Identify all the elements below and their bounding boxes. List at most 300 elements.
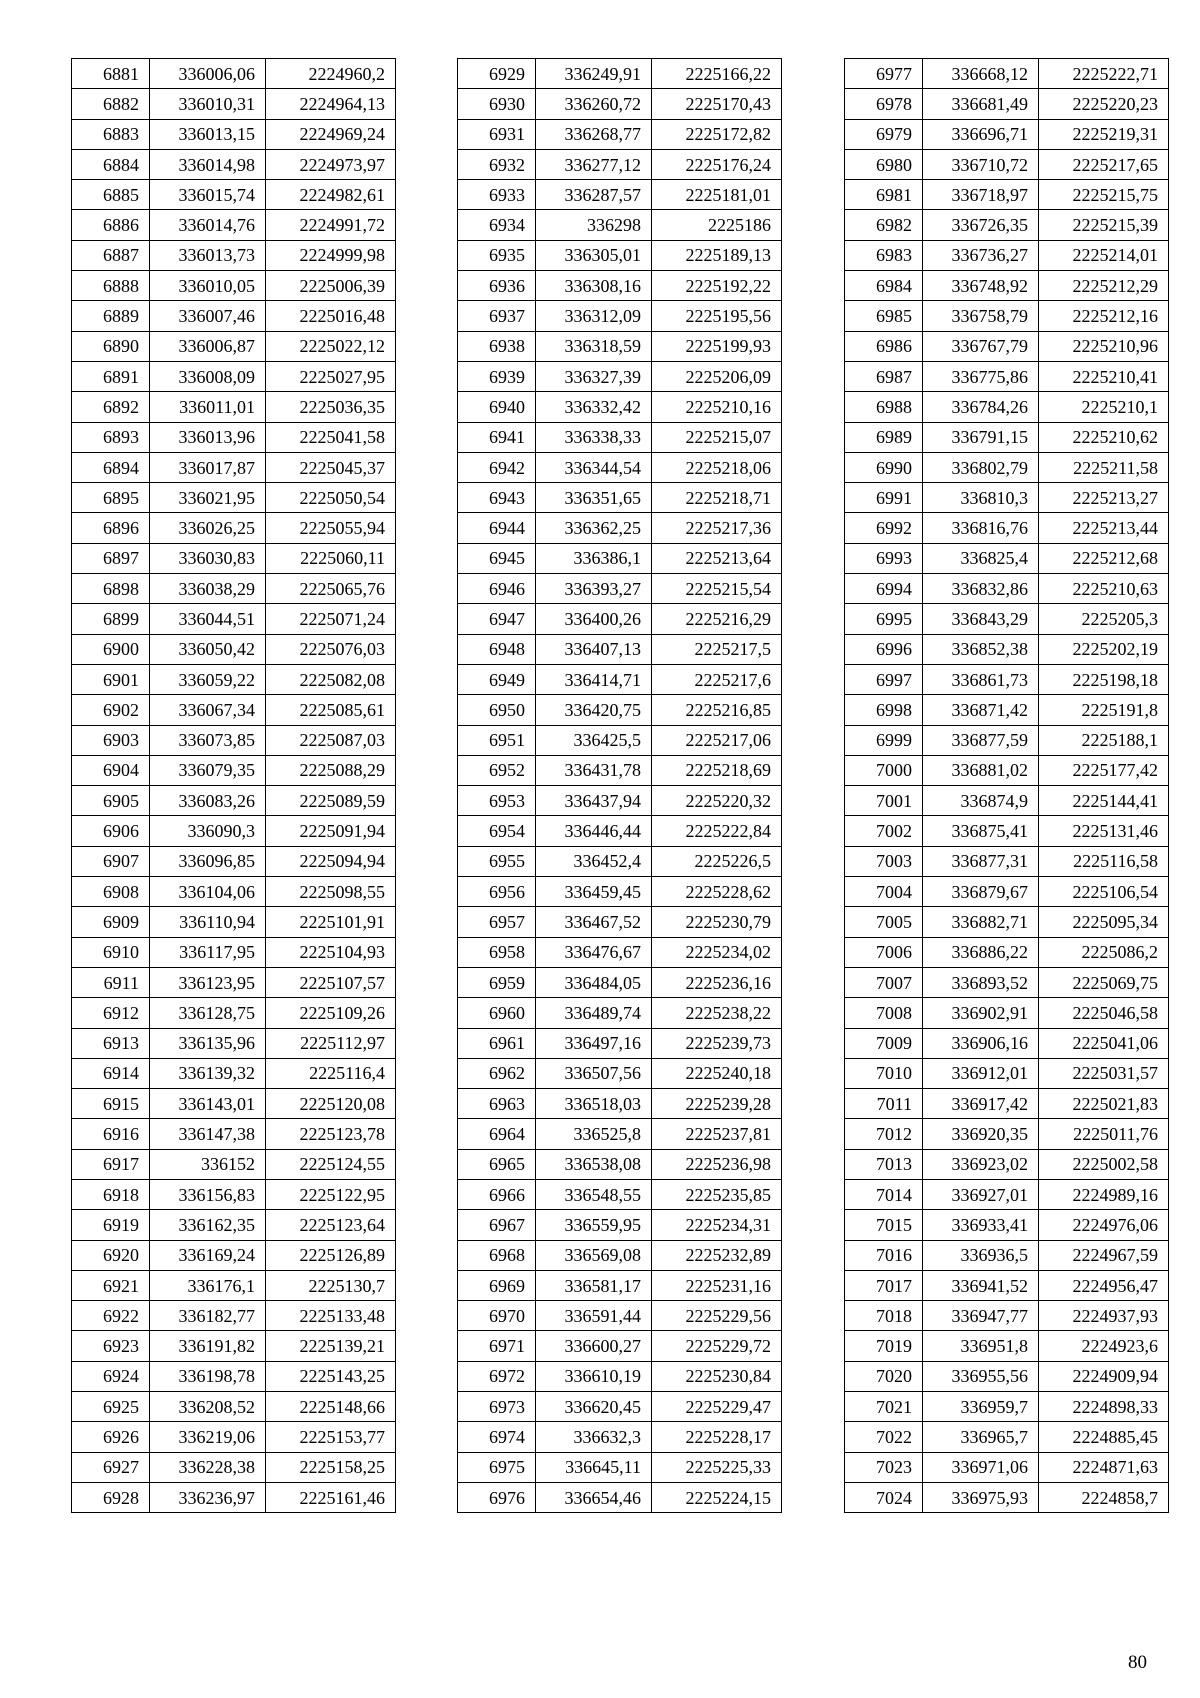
table-row — [458, 1482, 782, 1512]
x-coordinate-cell: 336620,45 — [536, 1392, 652, 1422]
x-coordinate-cell: 336013,15 — [150, 119, 266, 149]
x-coordinate-cell: 336902,91 — [923, 998, 1039, 1028]
point-number-cell: 6979 — [845, 119, 923, 149]
coordinate-table-1 — [71, 58, 396, 1513]
x-coordinate-cell: 336507,56 — [536, 1058, 652, 1088]
table-row — [72, 149, 396, 179]
point-number-cell: 6984 — [845, 271, 923, 301]
table-row — [845, 907, 1169, 937]
table-row — [458, 1452, 782, 1482]
y-coordinate-cell: 2225218,71 — [652, 483, 782, 513]
x-coordinate-cell: 336877,59 — [923, 725, 1039, 755]
x-coordinate-cell: 336038,29 — [150, 574, 266, 604]
table-row — [72, 846, 396, 876]
point-number-cell: 6992 — [845, 513, 923, 543]
x-coordinate-cell: 336645,11 — [536, 1452, 652, 1482]
x-coordinate-cell: 336600,27 — [536, 1331, 652, 1361]
point-number-cell: 6924 — [72, 1361, 150, 1391]
point-number-cell: 6961 — [458, 1028, 536, 1058]
table-row — [72, 634, 396, 664]
point-number-cell: 6936 — [458, 271, 536, 301]
x-coordinate-cell: 336947,77 — [923, 1301, 1039, 1331]
table-row — [845, 1452, 1169, 1482]
x-coordinate-cell: 336425,5 — [536, 725, 652, 755]
x-coordinate-cell: 336681,49 — [923, 89, 1039, 119]
point-number-cell: 7002 — [845, 816, 923, 846]
point-number-cell: 6952 — [458, 755, 536, 785]
y-coordinate-cell: 2225148,66 — [266, 1392, 396, 1422]
point-number-cell: 6989 — [845, 422, 923, 452]
table-row — [845, 89, 1169, 119]
y-coordinate-cell: 2225217,6 — [652, 664, 782, 694]
y-coordinate-cell: 2224973,97 — [266, 149, 396, 179]
table-row — [458, 1058, 782, 1088]
x-coordinate-cell: 336067,34 — [150, 695, 266, 725]
y-coordinate-cell: 2225191,8 — [1039, 695, 1169, 725]
point-number-cell: 6930 — [458, 89, 536, 119]
y-coordinate-cell: 2225041,06 — [1039, 1028, 1169, 1058]
x-coordinate-cell: 336748,92 — [923, 271, 1039, 301]
x-coordinate-cell: 336610,19 — [536, 1361, 652, 1391]
y-coordinate-cell: 2225215,39 — [1039, 210, 1169, 240]
y-coordinate-cell: 2225144,41 — [1039, 786, 1169, 816]
x-coordinate-cell: 336893,52 — [923, 967, 1039, 997]
point-number-cell: 6896 — [72, 513, 150, 543]
x-coordinate-cell: 336090,3 — [150, 816, 266, 846]
table-row — [845, 1089, 1169, 1119]
table-row — [458, 1149, 782, 1179]
y-coordinate-cell: 2225116,4 — [266, 1058, 396, 1088]
x-coordinate-cell: 336920,35 — [923, 1119, 1039, 1149]
x-coordinate-cell: 336446,44 — [536, 816, 652, 846]
x-coordinate-cell: 336298 — [536, 210, 652, 240]
y-coordinate-cell: 2225225,33 — [652, 1452, 782, 1482]
y-coordinate-cell: 2225109,26 — [266, 998, 396, 1028]
point-number-cell: 6897 — [72, 543, 150, 573]
table-row — [458, 543, 782, 573]
y-coordinate-cell: 2224976,06 — [1039, 1210, 1169, 1240]
point-number-cell: 6928 — [72, 1482, 150, 1512]
x-coordinate-cell: 336654,46 — [536, 1482, 652, 1512]
y-coordinate-cell: 2225126,89 — [266, 1240, 396, 1270]
table-row — [72, 937, 396, 967]
y-coordinate-cell: 2225158,25 — [266, 1452, 396, 1482]
page-number: 80 — [1128, 1652, 1147, 1673]
table-row — [458, 1210, 782, 1240]
table-row — [845, 149, 1169, 179]
point-number-cell: 6938 — [458, 331, 536, 361]
y-coordinate-cell: 2225176,24 — [652, 149, 782, 179]
y-coordinate-cell: 2225192,22 — [652, 271, 782, 301]
table-row — [458, 1089, 782, 1119]
x-coordinate-cell: 336407,13 — [536, 634, 652, 664]
y-coordinate-cell: 2225122,95 — [266, 1179, 396, 1209]
x-coordinate-cell: 336832,86 — [923, 574, 1039, 604]
y-coordinate-cell: 2225213,27 — [1039, 483, 1169, 513]
table-row — [458, 604, 782, 634]
point-number-cell: 6909 — [72, 907, 150, 937]
x-coordinate-cell: 336147,38 — [150, 1119, 266, 1149]
x-coordinate-cell: 336906,16 — [923, 1028, 1039, 1058]
table-row — [458, 331, 782, 361]
point-number-cell: 6939 — [458, 361, 536, 391]
x-coordinate-cell: 336431,78 — [536, 755, 652, 785]
x-coordinate-cell: 336393,27 — [536, 574, 652, 604]
y-coordinate-cell: 2225218,69 — [652, 755, 782, 785]
x-coordinate-cell: 336489,74 — [536, 998, 652, 1028]
y-coordinate-cell: 2225123,78 — [266, 1119, 396, 1149]
y-coordinate-cell: 2225120,08 — [266, 1089, 396, 1119]
y-coordinate-cell: 2225098,55 — [266, 877, 396, 907]
y-coordinate-cell: 2225237,81 — [652, 1119, 782, 1149]
y-coordinate-cell: 2225069,75 — [1039, 967, 1169, 997]
point-number-cell: 6974 — [458, 1422, 536, 1452]
point-number-cell: 6901 — [72, 664, 150, 694]
x-coordinate-cell: 336096,85 — [150, 846, 266, 876]
x-coordinate-cell: 336696,71 — [923, 119, 1039, 149]
table-row — [458, 119, 782, 149]
table-row — [845, 725, 1169, 755]
y-coordinate-cell: 2225199,93 — [652, 331, 782, 361]
point-number-cell: 6942 — [458, 452, 536, 482]
x-coordinate-cell: 336965,7 — [923, 1422, 1039, 1452]
x-coordinate-cell: 336044,51 — [150, 604, 266, 634]
point-number-cell: 7007 — [845, 967, 923, 997]
y-coordinate-cell: 2225143,25 — [266, 1361, 396, 1391]
x-coordinate-cell: 336156,83 — [150, 1179, 266, 1209]
x-coordinate-cell: 336260,72 — [536, 89, 652, 119]
x-coordinate-cell: 336452,4 — [536, 846, 652, 876]
table-row — [72, 1392, 396, 1422]
y-coordinate-cell: 2225041,58 — [266, 422, 396, 452]
x-coordinate-cell: 336344,54 — [536, 452, 652, 482]
point-number-cell: 6985 — [845, 301, 923, 331]
y-coordinate-cell: 2224989,16 — [1039, 1179, 1169, 1209]
point-number-cell: 6973 — [458, 1392, 536, 1422]
table-row — [845, 1179, 1169, 1209]
y-coordinate-cell: 2225046,58 — [1039, 998, 1169, 1028]
table-row — [458, 574, 782, 604]
coordinate-table-2 — [457, 58, 782, 1513]
table-row — [72, 1422, 396, 1452]
y-coordinate-cell: 2225112,97 — [266, 1028, 396, 1058]
table-row — [72, 210, 396, 240]
x-coordinate-cell: 336736,27 — [923, 240, 1039, 270]
y-coordinate-cell: 2224999,98 — [266, 240, 396, 270]
point-number-cell: 6920 — [72, 1240, 150, 1270]
point-number-cell: 6890 — [72, 331, 150, 361]
coordinate-table-body — [458, 59, 782, 1513]
table-row — [72, 1301, 396, 1331]
point-number-cell: 6972 — [458, 1361, 536, 1391]
y-coordinate-cell: 2225222,71 — [1039, 59, 1169, 89]
table-row — [458, 422, 782, 452]
x-coordinate-cell: 336208,52 — [150, 1392, 266, 1422]
y-coordinate-cell: 2225076,03 — [266, 634, 396, 664]
x-coordinate-cell: 336176,1 — [150, 1270, 266, 1300]
point-number-cell: 6933 — [458, 180, 536, 210]
x-coordinate-cell: 336014,98 — [150, 149, 266, 179]
table-row — [72, 1179, 396, 1209]
point-number-cell: 6969 — [458, 1270, 536, 1300]
point-number-cell: 6926 — [72, 1422, 150, 1452]
point-number-cell: 6903 — [72, 725, 150, 755]
y-coordinate-cell: 2225186 — [652, 210, 782, 240]
x-coordinate-cell: 336959,7 — [923, 1392, 1039, 1422]
coordinate-table-body — [72, 59, 396, 1513]
table-row — [72, 1452, 396, 1482]
y-coordinate-cell: 2225045,37 — [266, 452, 396, 482]
x-coordinate-cell: 336073,85 — [150, 725, 266, 755]
y-coordinate-cell: 2225130,7 — [266, 1270, 396, 1300]
point-number-cell: 6953 — [458, 786, 536, 816]
table-row — [845, 59, 1169, 89]
table-row — [845, 422, 1169, 452]
x-coordinate-cell: 336351,65 — [536, 483, 652, 513]
point-number-cell: 6887 — [72, 240, 150, 270]
x-coordinate-cell: 336882,71 — [923, 907, 1039, 937]
y-coordinate-cell: 2225172,82 — [652, 119, 782, 149]
y-coordinate-cell: 2225022,12 — [266, 331, 396, 361]
point-number-cell: 6889 — [72, 301, 150, 331]
y-coordinate-cell: 2225229,56 — [652, 1301, 782, 1331]
table-row — [72, 543, 396, 573]
table-row — [845, 937, 1169, 967]
x-coordinate-cell: 336318,59 — [536, 331, 652, 361]
y-coordinate-cell: 2225217,5 — [652, 634, 782, 664]
table-row — [72, 301, 396, 331]
point-number-cell: 7021 — [845, 1392, 923, 1422]
y-coordinate-cell: 2225088,29 — [266, 755, 396, 785]
y-coordinate-cell: 2225071,24 — [266, 604, 396, 634]
point-number-cell: 6884 — [72, 149, 150, 179]
point-number-cell: 6988 — [845, 392, 923, 422]
x-coordinate-cell: 336014,76 — [150, 210, 266, 240]
x-coordinate-cell: 336104,06 — [150, 877, 266, 907]
x-coordinate-cell: 336861,73 — [923, 664, 1039, 694]
point-number-cell: 6893 — [72, 422, 150, 452]
table-row — [845, 513, 1169, 543]
point-number-cell: 7013 — [845, 1149, 923, 1179]
point-number-cell: 7009 — [845, 1028, 923, 1058]
x-coordinate-cell: 336825,4 — [923, 543, 1039, 573]
x-coordinate-cell: 336308,16 — [536, 271, 652, 301]
y-coordinate-cell: 2225101,91 — [266, 907, 396, 937]
table-row — [72, 725, 396, 755]
x-coordinate-cell: 336327,39 — [536, 361, 652, 391]
coordinate-table-3 — [844, 58, 1169, 1513]
point-number-cell: 6975 — [458, 1452, 536, 1482]
point-number-cell: 6882 — [72, 89, 150, 119]
y-coordinate-cell: 2225214,01 — [1039, 240, 1169, 270]
table-row — [845, 1392, 1169, 1422]
table-row — [72, 331, 396, 361]
y-coordinate-cell: 2225235,85 — [652, 1179, 782, 1209]
point-number-cell: 6976 — [458, 1482, 536, 1512]
y-coordinate-cell: 2225095,34 — [1039, 907, 1169, 937]
y-coordinate-cell: 2225239,28 — [652, 1089, 782, 1119]
x-coordinate-cell: 336933,41 — [923, 1210, 1039, 1240]
x-coordinate-cell: 336162,35 — [150, 1210, 266, 1240]
x-coordinate-cell: 336941,52 — [923, 1270, 1039, 1300]
table-row — [458, 392, 782, 422]
y-coordinate-cell: 2225104,93 — [266, 937, 396, 967]
point-number-cell: 6913 — [72, 1028, 150, 1058]
point-number-cell: 6905 — [72, 786, 150, 816]
table-row — [845, 452, 1169, 482]
point-number-cell: 6917 — [72, 1149, 150, 1179]
y-coordinate-cell: 2225189,13 — [652, 240, 782, 270]
point-number-cell: 6955 — [458, 846, 536, 876]
x-coordinate-cell: 336026,25 — [150, 513, 266, 543]
point-number-cell: 6999 — [845, 725, 923, 755]
y-coordinate-cell: 2225133,48 — [266, 1301, 396, 1331]
x-coordinate-cell: 336400,26 — [536, 604, 652, 634]
x-coordinate-cell: 336268,77 — [536, 119, 652, 149]
y-coordinate-cell: 2225210,41 — [1039, 361, 1169, 391]
x-coordinate-cell: 336083,26 — [150, 786, 266, 816]
point-number-cell: 6941 — [458, 422, 536, 452]
x-coordinate-cell: 336975,93 — [923, 1482, 1039, 1512]
y-coordinate-cell: 2225166,22 — [652, 59, 782, 89]
x-coordinate-cell: 336182,77 — [150, 1301, 266, 1331]
point-number-cell: 6991 — [845, 483, 923, 513]
table-row — [458, 89, 782, 119]
y-coordinate-cell: 2225215,54 — [652, 574, 782, 604]
point-number-cell: 6987 — [845, 361, 923, 391]
x-coordinate-cell: 336236,97 — [150, 1482, 266, 1512]
y-coordinate-cell: 2225106,54 — [1039, 877, 1169, 907]
x-coordinate-cell: 336467,52 — [536, 907, 652, 937]
table-row — [72, 513, 396, 543]
x-coordinate-cell: 336591,44 — [536, 1301, 652, 1331]
point-number-cell: 7014 — [845, 1179, 923, 1209]
table-row — [72, 786, 396, 816]
y-coordinate-cell: 2225202,19 — [1039, 634, 1169, 664]
x-coordinate-cell: 336710,72 — [923, 149, 1039, 179]
x-coordinate-cell: 336017,87 — [150, 452, 266, 482]
point-number-cell: 6899 — [72, 604, 150, 634]
point-number-cell: 7010 — [845, 1058, 923, 1088]
point-number-cell: 7018 — [845, 1301, 923, 1331]
table-row — [845, 1331, 1169, 1361]
point-number-cell: 6986 — [845, 331, 923, 361]
point-number-cell: 7011 — [845, 1089, 923, 1119]
table-row — [845, 1301, 1169, 1331]
y-coordinate-cell: 2225123,64 — [266, 1210, 396, 1240]
table-row — [72, 604, 396, 634]
y-coordinate-cell: 2225230,84 — [652, 1361, 782, 1391]
x-coordinate-cell: 336420,75 — [536, 695, 652, 725]
table-row — [458, 725, 782, 755]
table-row — [458, 877, 782, 907]
y-coordinate-cell: 2225091,94 — [266, 816, 396, 846]
y-coordinate-cell: 2225021,83 — [1039, 1089, 1169, 1119]
y-coordinate-cell: 2225211,58 — [1039, 452, 1169, 482]
x-coordinate-cell: 336386,1 — [536, 543, 652, 573]
y-coordinate-cell: 2225212,68 — [1039, 543, 1169, 573]
table-row — [458, 513, 782, 543]
point-number-cell: 6891 — [72, 361, 150, 391]
y-coordinate-cell: 2225213,64 — [652, 543, 782, 573]
y-coordinate-cell: 2224909,94 — [1039, 1361, 1169, 1391]
y-coordinate-cell: 2224923,6 — [1039, 1331, 1169, 1361]
x-coordinate-cell: 336006,87 — [150, 331, 266, 361]
point-number-cell: 6998 — [845, 695, 923, 725]
table-row — [845, 1422, 1169, 1452]
point-number-cell: 6923 — [72, 1331, 150, 1361]
table-row — [845, 574, 1169, 604]
x-coordinate-cell: 336169,24 — [150, 1240, 266, 1270]
y-coordinate-cell: 2225210,16 — [652, 392, 782, 422]
table-row — [845, 998, 1169, 1028]
point-number-cell: 7000 — [845, 755, 923, 785]
y-coordinate-cell: 2225210,62 — [1039, 422, 1169, 452]
point-number-cell: 6934 — [458, 210, 536, 240]
y-coordinate-cell: 2225094,94 — [266, 846, 396, 876]
point-number-cell: 6881 — [72, 59, 150, 89]
x-coordinate-cell: 336784,26 — [923, 392, 1039, 422]
table-row — [845, 271, 1169, 301]
y-coordinate-cell: 2225031,57 — [1039, 1058, 1169, 1088]
x-coordinate-cell: 336927,01 — [923, 1179, 1039, 1209]
point-number-cell: 6982 — [845, 210, 923, 240]
table-row — [845, 846, 1169, 876]
y-coordinate-cell: 2225065,76 — [266, 574, 396, 604]
x-coordinate-cell: 336581,17 — [536, 1270, 652, 1300]
point-number-cell: 6945 — [458, 543, 536, 573]
table-row — [72, 967, 396, 997]
x-coordinate-cell: 336191,82 — [150, 1331, 266, 1361]
point-number-cell: 6908 — [72, 877, 150, 907]
x-coordinate-cell: 336277,12 — [536, 149, 652, 179]
point-number-cell: 6907 — [72, 846, 150, 876]
y-coordinate-cell: 2225002,58 — [1039, 1149, 1169, 1179]
table-row — [72, 1119, 396, 1149]
table-row — [845, 1270, 1169, 1300]
y-coordinate-cell: 2225006,39 — [266, 271, 396, 301]
point-number-cell: 6995 — [845, 604, 923, 634]
y-coordinate-cell: 2224871,63 — [1039, 1452, 1169, 1482]
table-row — [72, 483, 396, 513]
y-coordinate-cell: 2225124,55 — [266, 1149, 396, 1179]
table-row — [845, 180, 1169, 210]
point-number-cell: 6997 — [845, 664, 923, 694]
table-row — [845, 634, 1169, 664]
point-number-cell: 6912 — [72, 998, 150, 1028]
y-coordinate-cell: 2225116,58 — [1039, 846, 1169, 876]
y-coordinate-cell: 2225228,17 — [652, 1422, 782, 1452]
x-coordinate-cell: 336816,76 — [923, 513, 1039, 543]
point-number-cell: 6918 — [72, 1179, 150, 1209]
x-coordinate-cell: 336414,71 — [536, 664, 652, 694]
point-number-cell: 6951 — [458, 725, 536, 755]
y-coordinate-cell: 2224964,13 — [266, 89, 396, 119]
point-number-cell: 7016 — [845, 1240, 923, 1270]
coordinate-table-body — [845, 59, 1169, 1513]
table-row — [72, 1482, 396, 1512]
x-coordinate-cell: 336459,45 — [536, 877, 652, 907]
table-row — [72, 392, 396, 422]
x-coordinate-cell: 336143,01 — [150, 1089, 266, 1119]
table-row — [72, 1361, 396, 1391]
y-coordinate-cell: 2225216,85 — [652, 695, 782, 725]
point-number-cell: 6914 — [72, 1058, 150, 1088]
point-number-cell: 6977 — [845, 59, 923, 89]
table-row — [458, 59, 782, 89]
y-coordinate-cell: 2225212,29 — [1039, 271, 1169, 301]
table-row — [845, 664, 1169, 694]
